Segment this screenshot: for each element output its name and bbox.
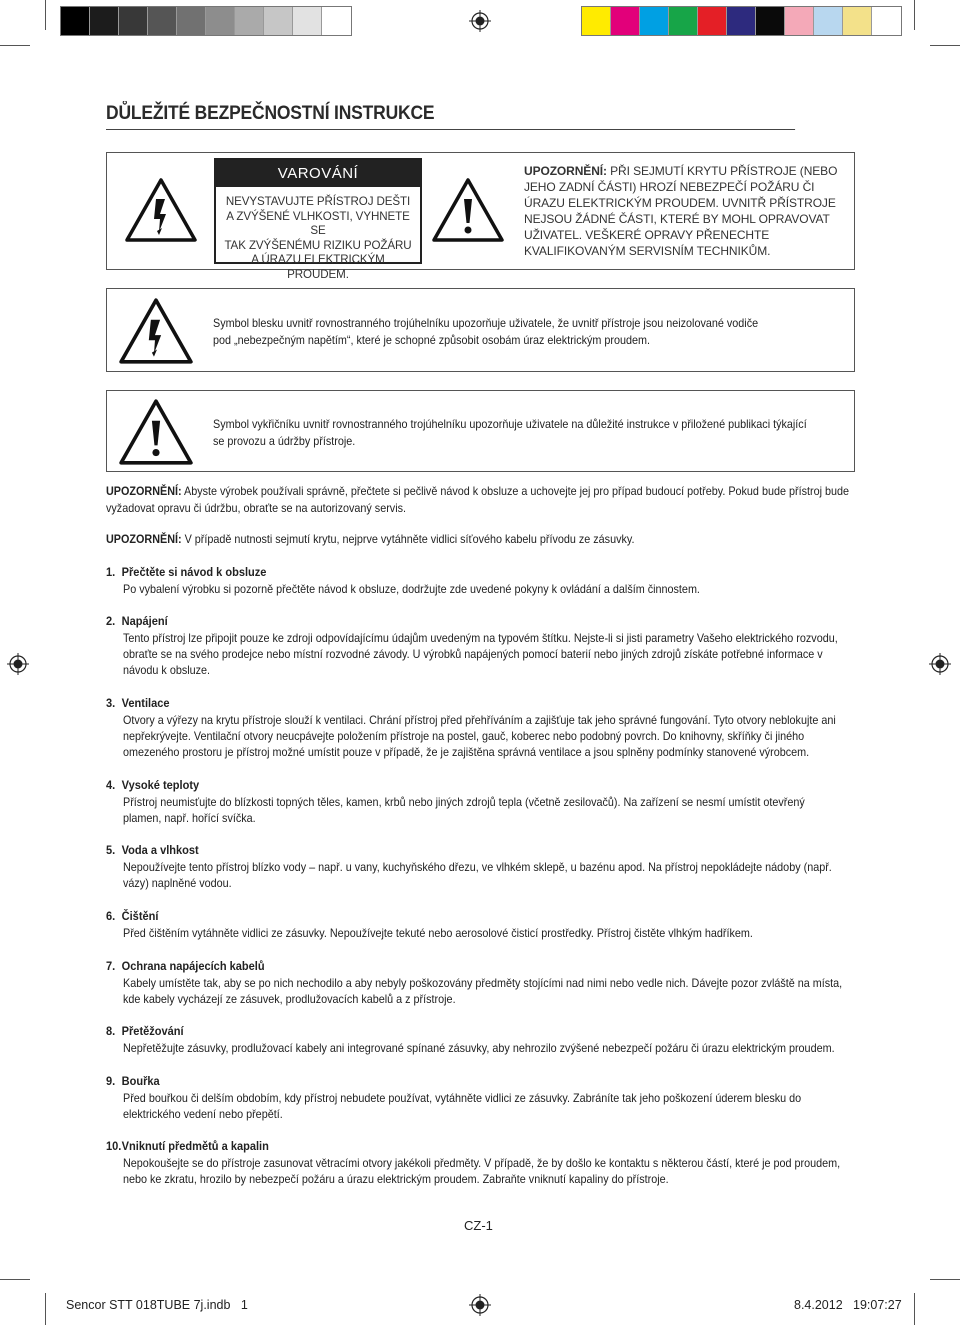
grayscale-color-bar (60, 6, 352, 36)
section-8 (106, 1023, 926, 1056)
color-swatch (814, 7, 843, 35)
crop-mark (0, 45, 30, 46)
color-swatch (322, 7, 351, 35)
color-swatch (119, 7, 148, 35)
color-swatch (698, 7, 727, 35)
section-title: Ventilace (121, 696, 170, 710)
footer-time: 19:07:27 (853, 1298, 902, 1312)
color-swatch (727, 7, 756, 35)
section-1 (106, 564, 926, 597)
section-title: Vysoké teploty (121, 778, 200, 792)
registration-mark-icon (929, 653, 951, 675)
section-number: 2. (106, 614, 116, 628)
section-body: Nepoužívejte tento přístroj blízko vody – např. u vany, kuchyňského dřezu, ve vlhkém sklepě, u bazénu apod. Na přístroj nepokládejte nádoby (např. vázy) naplněné vodou. (123, 859, 832, 890)
warning-line: TAK ZVÝŠENÉMU RIZIKU POŽÁRU (224, 238, 412, 252)
lightning-warning-icon (124, 177, 198, 243)
color-swatch (148, 7, 177, 35)
crop-mark (930, 45, 960, 46)
footer-date: 8.4.2012 (794, 1298, 843, 1312)
section-number: 8. (106, 1024, 116, 1038)
color-swatch (61, 7, 90, 35)
color-swatch (582, 7, 611, 35)
section-body: Nepokoušejte se do přístroje zasunovat větracími otvory jakékoli předměty. V případě, že by došlo ke kontaktu s některou částí, které je pod proudem, nebo ke zkratu, hrozilo by nebezpečí požáru a úrazu elektrickým proudem. Zabraňte vniknutí kapaliny do přístroje. (123, 1155, 841, 1186)
warning-line: A ÚRAZU ELEKTRICKÝM PROUDEM. (251, 253, 385, 281)
lightning-warning-icon (118, 297, 194, 365)
warning-panel (214, 158, 422, 281)
section-number: 3. (106, 696, 116, 710)
crop-mark (0, 1279, 30, 1280)
section-number: 1. (106, 565, 116, 579)
crop-mark (914, 0, 915, 30)
page-title: DŮLEŽITÉ BEZPEČNOSTNÍ INSTRUKCE (106, 103, 795, 130)
section-3 (106, 695, 926, 760)
crop-mark (914, 1293, 915, 1325)
color-swatch (843, 7, 872, 35)
crop-mark (45, 0, 46, 30)
section-title: Voda a vlhkost (121, 843, 199, 857)
section-6 (106, 908, 926, 941)
section-number: 7. (106, 959, 116, 973)
registration-mark-icon (469, 10, 491, 32)
footer-filename: Sencor STT 018TUBE 7j.indb 1 (66, 1298, 248, 1312)
exclamation-symbol-text: Symbol vykřičníku uvnitř rovnostranného trojúhelníku upozorňuje uživatele na důležité instrukce v přiložené publikaci týkající se provozu a údržby přístroje. (213, 417, 807, 448)
color-swatch (177, 7, 206, 35)
color-swatch (640, 7, 669, 35)
color-swatch (235, 7, 264, 35)
section-number: 10. (106, 1139, 122, 1153)
notice-paragraph (106, 483, 853, 516)
section-9 (106, 1073, 926, 1122)
crop-mark (45, 1293, 46, 1325)
section-title: Ochrana napájecích kabelů (121, 959, 265, 973)
color-swatch (756, 7, 785, 35)
lightning-symbol-text: Symbol blesku uvnitř rovnostranného trojúhelníku upozorňuje uživatele, že uvnitř přístroje jsou neizolované vodiče pod „nebezpečným napětím“, které je schopné způsobit osobám úraz elektrickým proudem. (213, 316, 759, 347)
section-title: Přečtěte si návod k obsluze (121, 565, 267, 579)
page-number: CZ-1 (464, 1218, 493, 1233)
process-color-bar (581, 6, 902, 36)
section-title: Čištění (121, 909, 159, 923)
section-number: 9. (106, 1074, 116, 1088)
color-swatch (264, 7, 293, 35)
color-swatch (293, 7, 322, 35)
notice-paragraph (106, 531, 853, 548)
warning-heading: VAROVÁNÍ (216, 160, 420, 187)
color-swatch (785, 7, 814, 35)
section-title: Napájení (121, 614, 168, 628)
section-number: 6. (106, 909, 116, 923)
warning-text (216, 187, 420, 282)
caution-lead: UPOZORNĚNÍ: (524, 164, 607, 178)
section-7 (106, 958, 926, 1007)
section-body: Otvory a výřezy na krytu přístroje slouží k ventilaci. Chrání přístroj před přehříváním a zajišťuje tak jeho správné fungování. Tyto otvory neblokujte ani nepřekrývejte. Ventilační otvory neucpávejte položením přístroje na postel, gauč, koberec nebo podobný povrch. Do knihovny, skříňky či jiného omezeného prostoru je přístroj možné umístit pouze v případě, že je zajištěna správná ventilace a jsou splněny podmínky stanovené výrobcem. (123, 712, 836, 760)
color-swatch (90, 7, 119, 35)
section-body: Kabely umístěte tak, aby se po nich nechodilo a aby nebyly poškozovány předměty stojícími nad nimi nebo vedle nich. Dávejte pozor zvláště na místa, kde kabely vycházejí ze zásuvek, prodlužovacích kabelů a z přístroje. (123, 975, 843, 1006)
notice-text: Abyste výrobek používali správně, přečtete si pečlivě návod k obsluze a uchovejte jej pro případ budoucí potřeby. Pokud bude přístroj bude vyžadovat opravu či údržbu, obraťte se na autorizovaný servis. (106, 484, 850, 515)
registration-mark-icon (7, 653, 29, 675)
section-body: Tento přístroj lze připojit pouze ke zdroji odpovídajícímu údajům uvedeným na typovém štítku. Nejste-li si jisti parametry Vašeho elektrického rozvodu, obraťte se na svého prodejce nebo místní rozvodné závody. U výrobků napájených pomocí baterií nebo jiných zdrojů získáte potřebné informace v návodu k obsluze. (123, 630, 838, 678)
section-4 (106, 777, 926, 826)
section-title: Bouřka (121, 1074, 160, 1088)
crop-mark (930, 1279, 960, 1280)
section-body: Před čištěním vytáhněte vidlici ze zásuvky. Nepoužívejte tekuté nebo aerosolové čisticí prostředky. Přístroj čistěte vlhkým hadříkem. (123, 925, 753, 940)
caution-text (524, 163, 844, 259)
section-2 (106, 613, 926, 678)
caution-body: PŘI SEJMUTÍ KRYTU PŘÍSTROJE (NEBO JEHO ZADNÍ ČÁSTI) HROZÍ NEBEZPEČÍ POŽÁRU ČI ÚRAZU ELEKTRICKÝM PROUDEM. UVNITŘ PŘÍSTROJE NEJSOU ŽÁDNÉ ČÁSTI, KTERÉ BY MOHL OPRAVOVAT UŽIVATEL. VEŠKERÉ OPRAVY PŘENECHTE KVALIFIKOVANÝM SERVISNÍM TECHNIKŮM. (524, 164, 838, 258)
section-body: Před bouřkou či delším obdobím, kdy přístroj nebudete používat, vytáhněte vidlici ze zásuvky. Zabráníte tak jeho poškození úderem blesku do elektrického vedení nebo přepětí. (123, 1090, 802, 1121)
section-body: Přístroj neumisťujte do blízkosti topných těles, kamen, krbů nebo jiných zdrojů tepla (včetně zesilovačů). Na zařízení se nesmí umístit otevřený plamen, např. hořící svíčka. (123, 794, 805, 825)
section-body: Nepřetěžujte zásuvky, prodlužovací kabely ani integrované spínané zásuvky, aby nehrozilo zvýšené nebezpečí požáru či úrazu elektrickým proudem. (123, 1040, 835, 1055)
registration-mark-icon (469, 1294, 491, 1316)
exclamation-warning-icon (118, 398, 194, 466)
section-number: 4. (106, 778, 116, 792)
notice-text: V případě nutnosti sejmutí krytu, nejprve vytáhněte vidlici síťového kabelu přívodu ze zásuvky. (181, 532, 635, 546)
section-10 (106, 1138, 926, 1187)
section-body: Po vybalení výrobku si pozorně přečtěte návod k obsluze, dodržujte zde uvedené pokyny k ovládání a dalším činnostem. (123, 581, 700, 596)
notice-lead: UPOZORNĚNÍ: (106, 484, 182, 498)
warning-line: A ZVÝŠENÉ VLHKOSTI, VYHNETE SE (226, 209, 410, 237)
section-5 (106, 842, 926, 891)
exclamation-warning-icon (431, 177, 505, 243)
section-title: Přetěžování (121, 1024, 184, 1038)
color-swatch (872, 7, 901, 35)
warning-line: NEVYSTAVUJTE PŘÍSTROJ DEŠTI (225, 195, 411, 208)
section-title: Vniknutí předmětů a kapalin (121, 1139, 269, 1153)
notice-lead: UPOZORNĚNÍ: (106, 532, 182, 546)
color-swatch (611, 7, 640, 35)
color-swatch (669, 7, 698, 35)
color-swatch (206, 7, 235, 35)
section-number: 5. (106, 843, 116, 857)
